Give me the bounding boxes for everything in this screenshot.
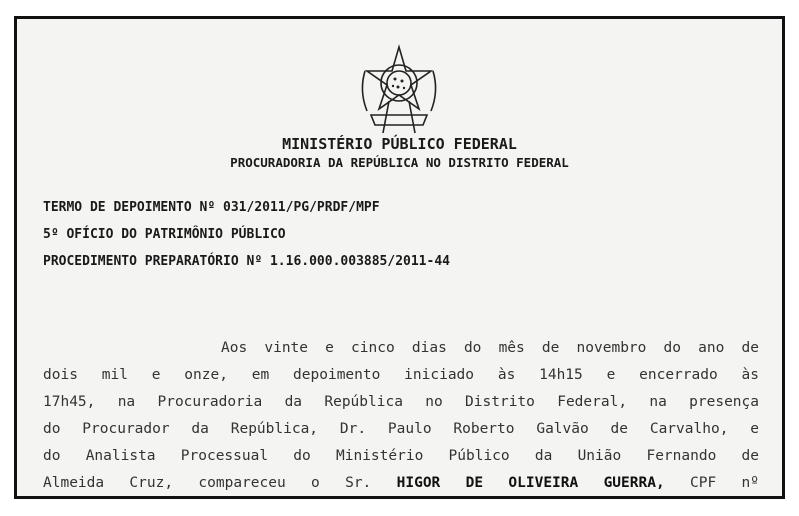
deponent-name: HIGOR DE OLIVEIRA GUERRA,	[396, 475, 665, 491]
paragraph-line: 17h45, na Procuradoria da República no Distrito Federal, na presença	[43, 394, 759, 410]
paragraph-line: dois mil e onze, em depoimento iniciado às 14h15 e encerrado às	[43, 367, 759, 383]
term-number: TERMO DE DEPOIMENTO Nº 031/2011/PG/PRDF/MPF	[43, 200, 380, 215]
document-page	[14, 16, 785, 499]
deposition-text	[43, 335, 759, 497]
ministry-title: MINISTÉRIO PÚBLICO FEDERAL	[282, 135, 517, 153]
coat-of-arms-emblem	[349, 41, 449, 141]
paragraph-line: do Procurador da República, Dr. Paulo Roberto Galvão de Carvalho, e	[43, 421, 759, 437]
line-start-text: Almeida Cruz, compareceu o Sr.	[43, 475, 372, 491]
division-name: 5º OFÍCIO DO PATRIMÔNIO PÚBLICO	[43, 227, 286, 242]
paragraph-line	[43, 470, 759, 497]
paragraph-line: Aos vinte e cinco dias do mês de novembro do ano de	[221, 340, 759, 356]
paragraph-line: do Analista Processual do Ministério Público da União Fernando de	[43, 448, 759, 464]
line-end-text: CPF nº	[690, 475, 760, 491]
procedure-number: PROCEDIMENTO PREPARATÓRIO Nº 1.16.000.003885/2011-44	[43, 254, 450, 269]
office-subtitle: PROCURADORIA DA REPÚBLICA NO DISTRITO FEDERAL	[230, 155, 569, 170]
